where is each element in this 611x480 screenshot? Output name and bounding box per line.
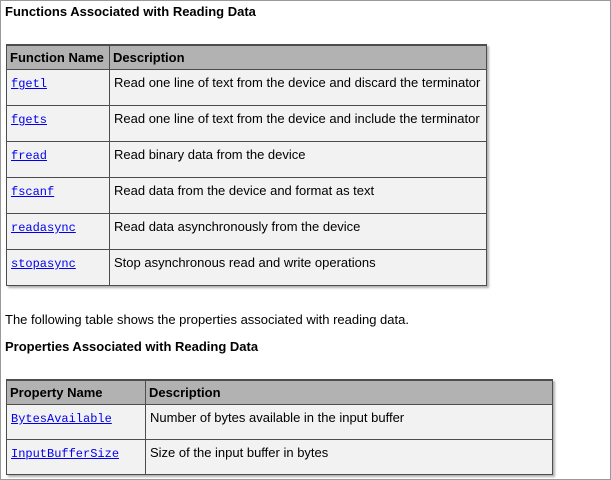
- functions-heading: Functions Associated with Reading Data: [5, 4, 256, 19]
- function-name-cell: [7, 214, 110, 250]
- description-cell: Size of the input buffer in bytes: [146, 440, 553, 475]
- header-function-name: Function Name: [7, 45, 110, 70]
- description-cell: Read one line of text from the device and include the terminator: [110, 106, 487, 142]
- description-cell: Read one line of text from the device and discard the terminator: [110, 70, 487, 106]
- description-cell: Read data asynchronously from the device: [110, 214, 487, 250]
- functions-table: [6, 44, 487, 286]
- header-property-name: Property Name: [7, 380, 146, 405]
- function-link-fscanf[interactable]: fscanf: [11, 185, 55, 199]
- header-description: Description: [110, 45, 487, 70]
- function-name-cell: [7, 106, 110, 142]
- table-row: [7, 250, 487, 286]
- function-link-readasync[interactable]: readasync: [11, 221, 76, 235]
- function-link-fgets[interactable]: fgets: [11, 113, 48, 127]
- table-row: [7, 178, 487, 214]
- description-cell: Stop asynchronous read and write operations: [110, 250, 487, 286]
- property-name-cell: [7, 440, 146, 475]
- function-link-fread[interactable]: fread: [11, 149, 48, 163]
- table-row: [7, 440, 553, 475]
- property-name-cell: [7, 405, 146, 440]
- property-link-inputbuffersize[interactable]: InputBufferSize: [11, 447, 120, 461]
- table-row: [7, 70, 487, 106]
- function-name-cell: [7, 178, 110, 214]
- function-name-cell: [7, 250, 110, 286]
- table-row: [7, 405, 553, 440]
- table-row: [7, 106, 487, 142]
- properties-heading: Properties Associated with Reading Data: [5, 339, 259, 354]
- function-link-fgetl[interactable]: fgetl: [11, 77, 48, 91]
- function-name-cell: [7, 70, 110, 106]
- properties-table: [6, 379, 553, 475]
- function-name-cell: [7, 142, 110, 178]
- function-link-stopasync[interactable]: stopasync: [11, 257, 76, 271]
- table-row: [7, 214, 487, 250]
- property-link-bytesavailable[interactable]: BytesAvailable: [11, 412, 112, 426]
- description-cell: Read binary data from the device: [110, 142, 487, 178]
- description-cell: Read data from the device and format as text: [110, 178, 487, 214]
- header-description: Description: [146, 380, 553, 405]
- table-row: [7, 142, 487, 178]
- description-cell: Number of bytes available in the input buffer: [146, 405, 553, 440]
- functions-header-row: [7, 45, 487, 70]
- properties-header-row: [7, 380, 553, 405]
- intro-paragraph: The following table shows the properties associated with reading data.: [5, 312, 409, 327]
